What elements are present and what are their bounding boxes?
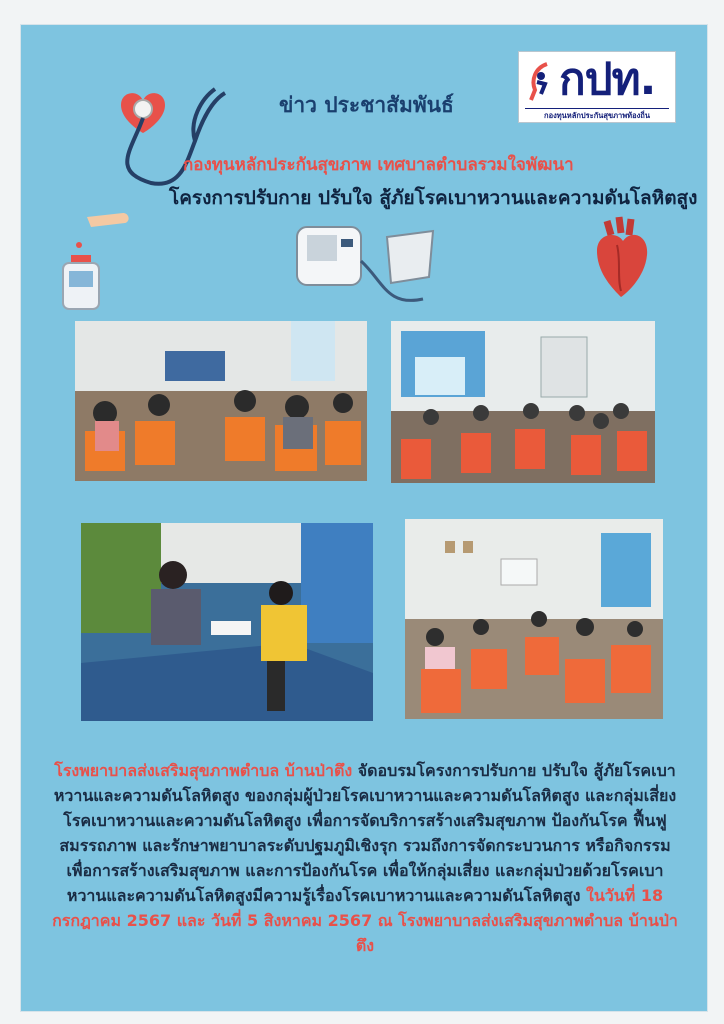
event-photo-health-screening [81,523,373,721]
announcement-paragraph: จัดอบรมโครงการปรับกาย ปรับใจ สู้ภัยโรคเบาหวานและความดันโลหิตสูง ของกลุ่มผู้ป่วยโรคเบาหวานและความดันโลหิตสูง และกลุ่มเสี่ยงโรคเบาหวานและความดันโลหิตสูง เพื่อการจัดบริการสร้างเสริมสุขภาพ ป้องกันโรค ฟื้นฟูสมรรถภาพ และรักษาพยาบาลระดับปฐมภูมิเชิงรุก รวมถึงการจัดกระบวนการ หรือกิจกรรมเพื่อการสร้างเสริมสุขภาพ และการป้องกันโรค เพื่อให้กลุ่มเสี่ยง และกลุ่มป่วยด้วยโรคเบาหวานและความดันโลหิตสูงมีความรู้เรื่องโรคเบาหวานและความดันโลหิตสูง [53,761,677,905]
announcement-body [51,758,679,958]
fund-name: กองทุนหลักประกันสุขภาพ เทศบาลตำบลรวมใจพัฒนา [183,155,574,175]
project-title: โครงการปรับกาย ปรับใจ สู้ภัยโรคเบาหวานและความดันโลหิตสูง [169,187,698,209]
fund-logo [518,51,676,123]
logo-text: กปท. [559,54,656,105]
glucose-meter-icon [57,205,137,315]
event-photo-classroom-front [75,321,367,481]
hospital-name: โรงพยาบาลส่งเสริมสุขภาพตำบล บ้านป่าตึง [54,761,353,780]
event-photo-lecture-hall [405,519,663,719]
news-headline: ข่าว ประชาสัมพันธ์ [279,93,454,117]
event-photo-classroom-audience [391,321,655,483]
anatomical-heart-icon [587,211,657,301]
blood-pressure-monitor-icon [291,221,441,317]
logo-figure-icon [527,60,555,102]
event-dates: ในวันที่ 18 กรกฎาคม 2567 และ วันที่ 5 สิงหาคม 2567 ณ โรงพยาบาลส่งเสริมสุขภาพตำบล บ้านป่าตึง [52,886,678,955]
poster [20,24,708,1012]
logo-subtitle: กองทุนหลักประกันสุขภาพท้องถิ่น [525,108,669,122]
